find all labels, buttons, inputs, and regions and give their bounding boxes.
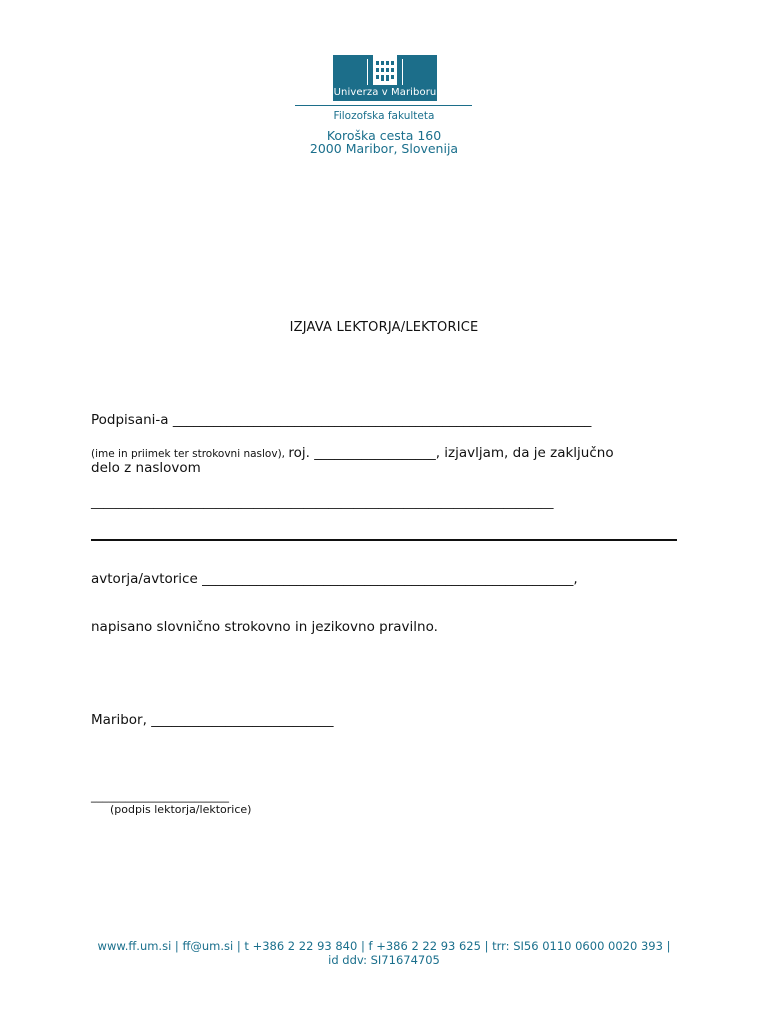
signature-line: ________________________ — [91, 789, 229, 803]
name-hint: (ime in priimek ter strokovni naslov), — [91, 448, 289, 460]
footer-contacts: www.ff.um.si | ff@um.si | t +386 2 22 93 840 | f +386 2 22 93 625 | trr: SI56 0110 0600 0020 393 | — [97, 939, 671, 953]
footer-vat: id ddv: SI71674705 — [328, 953, 440, 967]
signature-hint: (podpis lektorja/lektorice) — [110, 803, 252, 816]
title-blank-line: __________________________________________________________________________ — [91, 494, 554, 509]
work-title-label: delo z naslovom — [91, 460, 201, 476]
author-label: avtorja/avtorice — [91, 571, 203, 587]
logo-text: Univerza v Mariboru — [333, 87, 437, 98]
place-blank: ___________________________ — [151, 712, 334, 728]
signed-row — [91, 412, 591, 428]
statement: napisano slovnično strokovno in jezikovno pravilno. — [91, 619, 438, 635]
logo-divider — [295, 105, 472, 106]
signed-blank: ______________________________________________________________ — [172, 412, 592, 428]
author-row — [91, 571, 578, 587]
born-text: roj. __________________, izjavljam, da je zaključno — [288, 445, 614, 461]
name-born-row — [91, 445, 681, 461]
faculty-name: Filozofska fakulteta — [333, 110, 435, 122]
address-street: Koroška cesta 160 — [326, 128, 442, 143]
address-city: 2000 Maribor, Slovenija — [309, 141, 459, 156]
document-title: IZJAVA LEKTORJA/LEKTORICE — [289, 320, 479, 335]
signed-label: Podpisani-a — [91, 412, 173, 428]
title-rule — [91, 539, 677, 541]
author-blank: _______________________________________________________, — [202, 571, 578, 587]
place-label: Maribor, — [91, 712, 152, 728]
place-row — [91, 712, 333, 728]
